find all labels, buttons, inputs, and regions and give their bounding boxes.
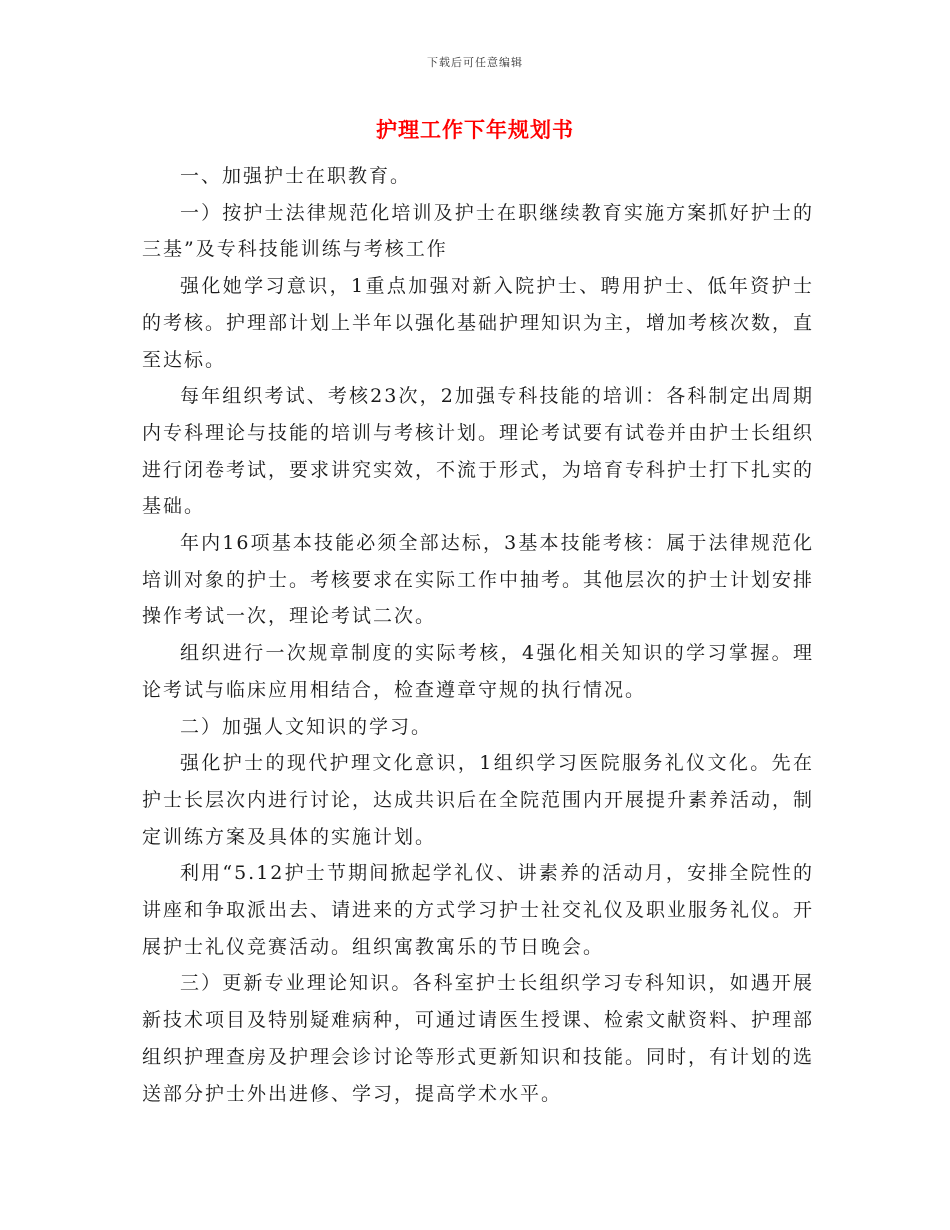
document-title: 护理工作下年规划书: [376, 117, 574, 142]
paragraph: 二）加强人文知识的学习。: [180, 715, 433, 738]
paragraph: 利用“5.12护士节期间掀起学礼仪、讲素养的活动月，安排全院性的讲座和争取派出去、请进来的方式学习护士社交礼仪及职业服务礼仪。开展护士礼仪竞赛活动。组织寓教寓乐的节日晚会。: [142, 862, 815, 958]
paragraph: 组织进行一次规章制度的实际考核，4强化相关知识的学习掌握。理论考试与临床应用相结合，检查遵章守规的执行情况。: [142, 642, 814, 701]
paragraph: 每年组织考试、考核23次，2加强专科技能的培训：各科制定出周期内专科理论与技能的培训与考核计划。理论考试要有试卷并由护士长组织进行闭卷考试，要求讲究实效，不流于形式，为培育专科护士打下扎实的基础。: [142, 385, 815, 518]
document-body: [142, 158, 814, 1112]
paragraph: 一）按护士法律规范化培训及护士在职继续教育实施方案抓好护士的三基”及专科技能训练与考核工作: [142, 201, 814, 261]
paragraph: 强化她学习意识，1重点加强对新入院护士、聘用护士、低年资护士的考核。护理部计划上半年以强化基础护理知识为主，增加考核次数，直至达标。: [142, 275, 815, 371]
header-note: 下载后可任意编辑: [427, 56, 523, 69]
paragraph: 年内16项基本技能必须全部达标，3基本技能考核：属于法律规范化培训对象的护士。考核要求在实际工作中抽考。其他层次的护士计划安排操作考试一次，理论考试二次。: [142, 532, 815, 628]
paragraph: 一、加强护士在职教育。: [180, 165, 412, 187]
paragraph: 三）更新专业理论知识。各科室护士长组织学习专科知识，如遇开展新技术项目及特别疑难病种，可通过请医生授课、检索文献资料、护理部组织护理查房及护理会诊讨论等形式更新知识和技能。同时，有计划的选送部分护士外出进修、学习，提高学术水平。: [142, 972, 815, 1105]
paragraph: 强化护士的现代护理文化意识，1组织学习医院服务礼仪文化。先在护士长层次内进行讨论，达成共识后在全院范围内开展提升素养活动，制定训练方案及具体的实施计划。: [142, 752, 815, 848]
